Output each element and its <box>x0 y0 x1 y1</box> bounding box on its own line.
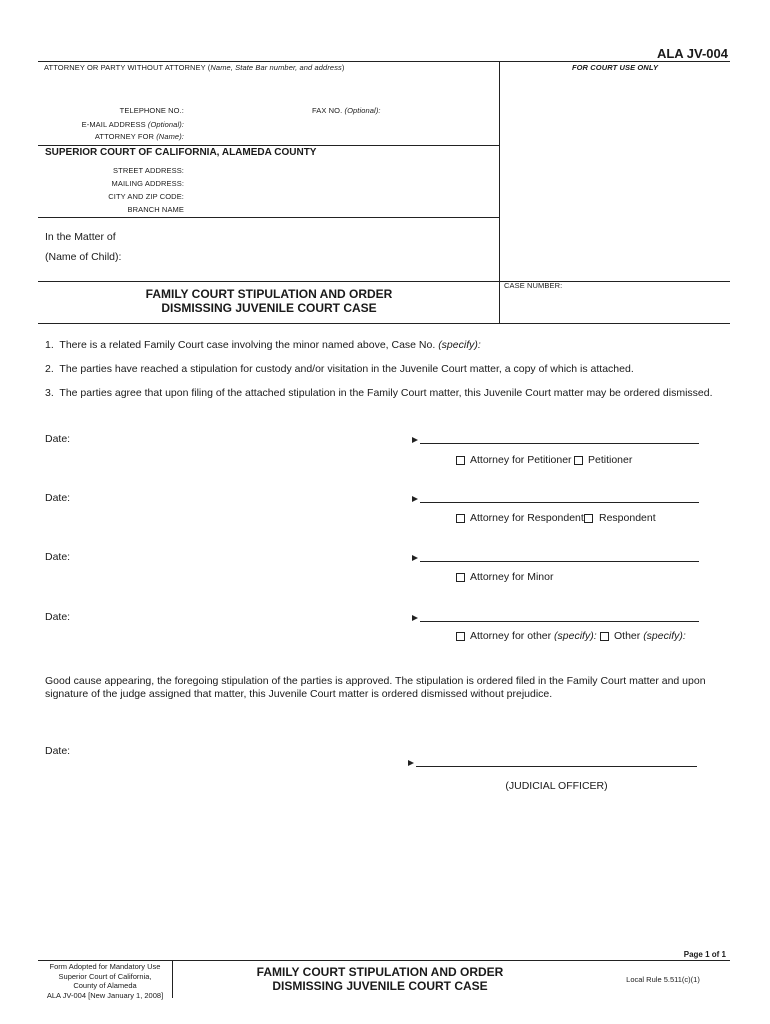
adoption-line-4: ALA JV-004 [New January 1, 2008] <box>46 990 164 1000</box>
footer-title-line1: FAMILY COURT STIPULATION AND ORDER <box>256 965 504 979</box>
email-field[interactable] <box>190 118 490 130</box>
date-field-4[interactable] <box>80 609 230 623</box>
street-address-field[interactable] <box>190 164 490 176</box>
attorney-for-label: ATTORNEY FOR (Name): <box>94 132 184 141</box>
footer-title-line2: DISMISSING JUVENILE COURT CASE <box>272 979 488 993</box>
signature-arrow-icon <box>408 760 414 766</box>
checkbox-attorney-other[interactable] <box>456 632 465 641</box>
date-label-1: Date: <box>45 433 71 445</box>
checkbox-petitioner[interactable] <box>574 456 583 465</box>
attorney-label: ATTORNEY OR PARTY WITHOUT ATTORNEY (Name, State Bar number, and address) <box>44 63 345 72</box>
form-title-line1: FAMILY COURT STIPULATION AND ORDER <box>145 287 393 301</box>
court-top-border <box>38 145 499 146</box>
name-of-child-label: (Name of Child): <box>45 251 122 263</box>
order-line-1: Good cause appearing, the foregoing stipulation of the parties is approved. The stipulation is ordered filed in the Family Court matter and upon <box>45 675 706 687</box>
fax-field[interactable] <box>385 104 495 116</box>
signature-line-2[interactable] <box>420 502 699 503</box>
footer-title <box>200 965 560 993</box>
signature-arrow-icon <box>412 555 418 561</box>
date-label-2: Date: <box>45 492 71 504</box>
date-label-3: Date: <box>45 551 71 563</box>
label-attorney-other: Attorney for other (specify): <box>470 630 597 642</box>
order-paragraph <box>45 675 735 701</box>
email-label: E-MAIL ADDRESS (Optional): <box>81 120 184 129</box>
signature-line-4[interactable] <box>420 621 699 622</box>
title-top-border <box>38 281 730 282</box>
footer-divider-left <box>172 960 173 998</box>
signature-arrow-icon <box>412 615 418 621</box>
checkbox-respondent[interactable] <box>584 514 593 523</box>
title-bottom-border <box>38 323 730 324</box>
attorney-for-field[interactable] <box>190 130 490 142</box>
adoption-note <box>38 962 172 1000</box>
local-rule: Local Rule 5.511(c)(1) <box>626 975 700 984</box>
related-case-number-field[interactable] <box>470 337 720 351</box>
judicial-date-field[interactable] <box>80 743 230 757</box>
city-zip-field[interactable] <box>190 190 490 202</box>
label-attorney-petitioner: Attorney for Petitioner <box>470 454 572 466</box>
checkbox-other[interactable] <box>600 632 609 641</box>
case-number-field[interactable] <box>505 292 725 318</box>
mailing-address-label: MAILING ADDRESS: <box>111 179 184 188</box>
branch-name-field[interactable] <box>190 203 490 215</box>
street-address-label: STREET ADDRESS: <box>113 166 184 175</box>
order-line-2: signature of the judge assigned that matter, this Juvenile Court matter is ordered dismissed without prejudice. <box>45 688 553 700</box>
label-attorney-minor: Attorney for Minor <box>470 571 554 583</box>
item-1: 1. There is a related Family Court case involving the minor named above, Case No. (specify): <box>45 339 481 351</box>
page-number: Page 1 of 1 <box>683 950 726 959</box>
date-field-2[interactable] <box>80 490 230 504</box>
item-3: 3. The parties agree that upon filing of the attached stipulation in the Family Court matter, this Juvenile Court matter may be ordered dismissed. <box>45 387 713 399</box>
telephone-field[interactable] <box>190 104 305 116</box>
city-zip-label: CITY AND ZIP CODE: <box>108 192 184 201</box>
adoption-line-2: Superior Court of California, <box>58 971 152 981</box>
label-attorney-respondent: Attorney for Respondent <box>470 512 584 524</box>
judicial-date-label: Date: <box>45 745 71 757</box>
judicial-officer-label: (JUDICIAL OFFICER) <box>505 780 608 792</box>
form-title-line2: DISMISSING JUVENILE COURT CASE <box>161 301 377 315</box>
signature-line-1[interactable] <box>420 443 699 444</box>
fax-label: FAX NO. (Optional): <box>312 106 381 115</box>
date-field-1[interactable] <box>80 431 230 445</box>
mailing-address-field[interactable] <box>190 177 490 189</box>
adoption-line-3: County of Alameda <box>73 981 137 990</box>
checkbox-attorney-petitioner[interactable] <box>456 456 465 465</box>
court-name: SUPERIOR COURT OF CALIFORNIA, ALAMEDA COUNTY <box>45 147 317 158</box>
header-divider <box>499 61 500 323</box>
date-label-4: Date: <box>45 611 71 623</box>
telephone-label: TELEPHONE NO.: <box>119 106 184 115</box>
adoption-line-1: Form Adopted for Mandatory Use <box>49 962 161 971</box>
court-bottom-border <box>38 217 499 218</box>
item-2: 2. The parties have reached a stipulation for custody and/or visitation in the Juvenile Court matter, a copy of which is attached. <box>45 363 634 375</box>
judicial-signature-line[interactable] <box>416 766 697 767</box>
checkbox-attorney-minor[interactable] <box>456 573 465 582</box>
signature-line-3[interactable] <box>420 561 699 562</box>
form-id: ALA JV-004 <box>656 46 728 61</box>
label-petitioner: Petitioner <box>588 454 633 466</box>
form-title <box>40 287 498 315</box>
court-use-label: FOR COURT USE ONLY <box>571 63 659 72</box>
branch-name-label: BRANCH NAME <box>127 205 184 214</box>
in-matter-label: In the Matter of <box>45 231 116 243</box>
label-respondent: Respondent <box>599 512 656 524</box>
date-field-3[interactable] <box>80 549 230 563</box>
footer-rule <box>38 960 730 961</box>
signature-arrow-icon <box>412 496 418 502</box>
signature-arrow-icon <box>412 437 418 443</box>
child-name-field[interactable] <box>135 249 490 263</box>
header-top-border <box>38 61 730 62</box>
case-number-label: CASE NUMBER: <box>504 281 563 290</box>
label-other: Other (specify): <box>614 630 686 642</box>
checkbox-attorney-respondent[interactable] <box>456 514 465 523</box>
